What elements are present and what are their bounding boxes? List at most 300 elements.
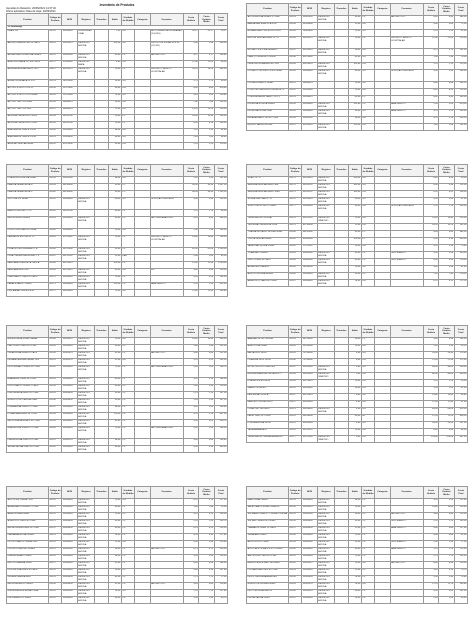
table-cell <box>77 101 95 108</box>
table-cell: REGISTRO ANVISA <box>317 583 335 590</box>
table-cell <box>317 245 335 252</box>
table-cell: 2,90 <box>183 385 198 392</box>
table-cell: UN <box>361 408 374 415</box>
table-cell: 368,00 <box>214 338 227 345</box>
table-cell: UN <box>361 70 374 82</box>
table-cell: 5,25 <box>199 513 214 520</box>
table-cell <box>135 576 150 583</box>
table-cell: 00162 <box>48 210 61 217</box>
table-cell <box>95 236 108 248</box>
table-row <box>7 191 228 198</box>
table-cell: 4,30 <box>183 446 198 453</box>
table-cell: 00186 <box>288 273 301 280</box>
column-header: Categoria <box>375 326 390 338</box>
table-cell: 165,60 <box>214 406 227 413</box>
table-cell: UN <box>361 366 374 373</box>
table-row <box>7 406 228 413</box>
table-cell: 3,60 <box>439 23 454 30</box>
table-cell: ÁLCOOL GEL 70% 1KG <box>7 108 49 115</box>
table-cell <box>95 229 108 236</box>
table-cell: 24,00 <box>348 345 361 352</box>
table-cell: 50,00 <box>108 143 121 150</box>
table-cell: REGISTRO ANVISA <box>77 506 95 513</box>
table-cell: 18,20 <box>183 68 198 80</box>
table-cell <box>375 252 390 259</box>
table-cell: 24,00 <box>348 82 361 89</box>
table-cell: 38,50 <box>199 191 214 198</box>
table-cell: REGISTRO ANVISA <box>77 42 95 54</box>
table-cell: LUVA DE PROCEDIMENTO M <box>7 248 49 255</box>
table-cell <box>95 283 108 290</box>
table-cell <box>135 191 150 198</box>
table-cell: 162,00 <box>454 224 467 231</box>
table-cell: 42,00 <box>108 562 121 569</box>
table-cell: 20,00 <box>348 380 361 387</box>
table-cell: AGULHA DESCARTÁVEL 25X7 <box>7 68 49 80</box>
table-cell: AVENTAL DESCARTÁVEL <box>7 143 49 150</box>
column-header: Custo Total <box>214 487 227 499</box>
table-cell: 00138 <box>48 115 61 122</box>
table-row <box>7 269 228 276</box>
table-cell <box>335 16 348 23</box>
table-cell: 00152 <box>288 89 301 96</box>
table-cell: 1,15 <box>423 63 438 70</box>
table-cell: 4,30 <box>199 446 214 453</box>
table-cell <box>375 345 390 352</box>
table-cell: CX <box>361 576 374 583</box>
table-cell <box>335 373 348 380</box>
table-cell: SUSPENSÃO ORAL <box>77 30 95 42</box>
table-cell: 6,40 <box>439 16 454 23</box>
table-cell <box>150 129 183 136</box>
table-cell: 6,00 <box>348 408 361 415</box>
table-cell: 30049099 <box>62 576 77 583</box>
table-cell: 186,00 <box>214 378 227 385</box>
table-cell: UN <box>361 506 374 513</box>
table-cell <box>150 569 183 576</box>
table-cell: VERAPAMIL 80MG <box>247 534 289 541</box>
table-cell: 30049039 <box>62 366 77 378</box>
table-cell: 11,20 <box>439 415 454 422</box>
table-cell: ÁLCOOL ETÍLICO 70% 500ML <box>7 94 49 101</box>
table-cell: 73,80 <box>454 245 467 252</box>
table-cell <box>390 387 423 394</box>
table-cell: CX <box>361 548 374 555</box>
table-cell <box>135 406 150 413</box>
table-cell: PC <box>121 122 134 129</box>
table-cell: 96190000 <box>62 184 77 191</box>
table-row <box>247 117 468 124</box>
table-cell: 30049099 <box>62 562 77 569</box>
table-cell <box>95 541 108 548</box>
table-cell: CX <box>361 259 374 266</box>
table-cell: 136,80 <box>214 290 227 297</box>
table-cell: REGISTRO ANVISA <box>77 520 95 527</box>
table-cell <box>335 280 348 287</box>
table-cell <box>95 191 108 198</box>
table-cell: REGISTRO ANVISA <box>317 597 335 604</box>
table-cell: 50,00 <box>348 520 361 527</box>
table-cell <box>390 30 423 37</box>
table-cell: 137,80 <box>214 569 227 576</box>
table-cell: HIDROCORTISONA 100MG <box>247 583 289 590</box>
table-cell <box>317 231 335 238</box>
column-header: Código do Produto <box>48 487 61 499</box>
table-cell: 1,25 <box>423 548 438 555</box>
table-cell: REGISTRO ANVISA <box>317 63 335 70</box>
table-cell: SULFATO FERROSO 40MG <box>247 520 289 527</box>
table-cell: BUDESONIDA SPRAY NASAL <box>7 338 49 345</box>
table-cell: 95,00 <box>108 420 121 427</box>
table-cell <box>77 184 95 191</box>
table-cell <box>150 562 183 569</box>
column-header: Procedes <box>335 165 348 177</box>
table-cell: 159,00 <box>214 108 227 115</box>
table-cell <box>150 576 183 583</box>
table-cell: 8,00 <box>348 359 361 366</box>
table-cell <box>335 117 348 124</box>
table-cell: 3,70 <box>199 413 214 420</box>
table-cell: ÁGUA OXIGENADA 10 VOL <box>7 80 49 87</box>
column-header: Código do Produto <box>288 487 301 499</box>
table-cell: 18,00 <box>348 245 361 252</box>
column-header: NCM <box>302 165 317 177</box>
table-cell: 76,00 <box>454 56 467 63</box>
column-header: Custo Unitário Médio <box>199 165 214 177</box>
table-cell: 00199 <box>48 420 61 427</box>
table-cell: CX <box>121 569 134 576</box>
table-cell: 42,00 <box>199 248 214 255</box>
table-cell <box>95 338 108 345</box>
table-cell <box>375 23 390 30</box>
table-cell: 00193 <box>48 378 61 385</box>
table-cell: 00225 <box>48 548 61 555</box>
table-cell: 7,10 <box>183 590 198 597</box>
table-cell: 00150 <box>288 70 301 82</box>
table-cell: 90183929 <box>302 63 317 70</box>
table-cell <box>135 122 150 129</box>
table-cell: REGISTRO ANVISA <box>77 583 95 590</box>
table-cell <box>317 429 335 436</box>
table-cell: CX <box>121 548 134 555</box>
table-cell: CARBAMAZEPINA 200MG <box>7 534 49 541</box>
column-header: Registro <box>77 14 95 26</box>
table-cell <box>335 380 348 387</box>
table-cell: TESOURA CIRÚRGICA 15CM <box>247 224 289 231</box>
table-row <box>7 30 228 42</box>
column-header: Procedes <box>335 4 348 16</box>
table-cell: 75,00 <box>108 366 121 378</box>
table-cell: 2,40 <box>183 42 198 54</box>
table-cell <box>95 210 108 217</box>
table-cell <box>135 597 150 604</box>
table-cell: 200,00 <box>348 177 361 184</box>
table-cell: 365,50 <box>214 446 227 453</box>
table-cell <box>390 217 423 224</box>
table-cell: 3,80 <box>199 269 214 276</box>
table-cell <box>335 198 348 205</box>
table-cell: REGISTRO ANVISA <box>317 534 335 541</box>
table-cell: DEXAMETASONA CREME 10G <box>7 359 49 366</box>
table-cell <box>135 129 150 136</box>
table-cell: 47,50 <box>454 198 467 205</box>
table-cell: 1,35 <box>183 129 198 136</box>
table-cell: 2,95 <box>199 177 214 184</box>
table-cell: REGISTRO ANVISA <box>77 597 95 604</box>
table-cell <box>390 345 423 352</box>
table-cell: 186,90 <box>214 562 227 569</box>
table-cell: CX <box>361 597 374 604</box>
table-cell: SINVASTATINA 20MG 30 COMP <box>7 446 49 453</box>
table-cell: REGISTRO ANVISA <box>77 366 95 378</box>
table-cell <box>335 422 348 429</box>
table-cell: 18,40 <box>183 338 198 345</box>
table-cell: 7,95 <box>423 273 438 280</box>
table-cell: GARROTE LÁTEX <box>247 387 289 394</box>
table-cell <box>150 378 183 385</box>
table-cell <box>375 422 390 429</box>
table-cell: 86,00 <box>423 373 438 380</box>
table-cell: 18,00 <box>108 590 121 597</box>
table-cell: 11,70 <box>439 583 454 590</box>
table-row <box>7 236 228 248</box>
table-cell <box>375 366 390 373</box>
table-cell: 5,17 <box>183 54 198 61</box>
table-cell <box>335 259 348 266</box>
table-cell <box>335 184 348 191</box>
table-cell: 00158 <box>48 177 61 184</box>
table-cell <box>390 23 423 30</box>
table-cell: 220,00 <box>454 37 467 49</box>
table-cell <box>95 68 108 80</box>
table-cell: 2,20 <box>183 143 198 150</box>
table-cell: BROMOPRIDA 10MG 20 COMP <box>7 527 49 534</box>
table-cell: REGISTRO ANVISA <box>77 338 95 345</box>
table-cell: CX <box>121 446 134 453</box>
table-cell: 77,00 <box>454 541 467 548</box>
table-cell: 26,17 <box>183 30 198 42</box>
table-cell: 30049069 <box>302 548 317 555</box>
table-row <box>7 352 228 359</box>
table-cell <box>150 499 183 506</box>
table-cell: CX <box>121 406 134 413</box>
table-row <box>247 177 468 184</box>
table-cell: UN <box>361 191 374 198</box>
table-cell: 00216 <box>288 429 301 436</box>
table-cell: 107,50 <box>214 392 227 399</box>
table-cell: CX <box>121 345 134 352</box>
table-cell: 30049099 <box>62 30 77 42</box>
table-row <box>7 276 228 283</box>
table-cell <box>150 338 183 345</box>
table-cell: 00141 <box>48 136 61 143</box>
table-cell <box>335 70 348 82</box>
column-header: Custo Unitário Médio <box>199 326 214 338</box>
column-header: Custo Unitário <box>423 326 438 338</box>
table-cell: 90189099 <box>302 366 317 373</box>
table-cell: REGISTRO MAPA <box>77 61 95 68</box>
table-cell: 1,85 <box>183 506 198 513</box>
table-cell: ANTIBIÓTICO <box>150 352 183 359</box>
table-cell: TALA ARAMADA M <box>247 429 289 436</box>
column-header: Categoria <box>135 165 150 177</box>
inventory-table <box>246 164 468 287</box>
table-cell: 1,95 <box>183 399 198 406</box>
table-row <box>247 124 468 131</box>
table-row <box>7 54 228 61</box>
table-cell: PROMETAZINA 25MG <box>247 597 289 604</box>
table-cell: 2,80 <box>199 345 214 352</box>
table-cell: 3,65 <box>199 583 214 590</box>
table-cell: 00218 <box>48 499 61 506</box>
column-header: NCM <box>62 487 77 499</box>
table-cell: REGISTRO INMETRO <box>317 436 335 443</box>
table-cell: 00191 <box>48 359 61 366</box>
column-header: Produto <box>7 487 49 499</box>
table-cell: REGISTRO ANVISA <box>77 248 95 255</box>
group-label: 2 Produto/Agr <box>7 26 228 30</box>
table-cell: 100,00 <box>108 42 121 54</box>
table-cell: REGISTRO ANVISA <box>77 555 95 562</box>
table-row <box>247 217 468 224</box>
table-cell: 00179 <box>288 224 301 231</box>
table-cell: 177,80 <box>214 534 227 541</box>
table-cell: FRALDA GERIÁTRICA M <box>7 184 49 191</box>
table-cell: 16,30 <box>199 115 214 122</box>
table-cell: 90183929 <box>302 124 317 131</box>
table-cell: REGISTRO ANVISA <box>77 541 95 548</box>
table-cell <box>150 101 183 108</box>
table-cell: 16,00 <box>348 506 361 513</box>
table-cell: 3,80 <box>183 269 198 276</box>
table-cell <box>335 238 348 245</box>
table-cell: SOLUÇÃO INJETÁVEL <box>390 205 423 217</box>
table-cell <box>135 506 150 513</box>
table-cell: 36,00 <box>108 87 121 94</box>
table-cell: 30049099 <box>302 534 317 541</box>
table-cell: 00192 <box>48 366 61 378</box>
table-cell: 3,25 <box>183 359 198 366</box>
table-cell: 12,90 <box>423 401 438 408</box>
table-cell: 60,00 <box>348 16 361 23</box>
table-cell <box>335 205 348 217</box>
table-cell: UN <box>361 205 374 217</box>
column-header: NCM <box>302 4 317 16</box>
column-header: Formatos <box>390 326 423 338</box>
table-cell <box>135 413 150 420</box>
table-cell: 156,00 <box>454 191 467 198</box>
table-cell: 00124 <box>48 30 61 42</box>
table-cell: 3,35 <box>423 569 438 576</box>
table-cell: 30049099 <box>302 205 317 217</box>
table-cell: 30049099 <box>302 597 317 604</box>
table-cell: 112,50 <box>454 548 467 555</box>
table-cell: 2,70 <box>439 205 454 217</box>
table-cell: PROPRANOLOL 40MG <box>7 597 49 604</box>
table-cell: ANALGÉSICO <box>390 548 423 555</box>
table-cell: UN <box>361 422 374 429</box>
table-cell <box>375 37 390 49</box>
column-header: Categoria <box>375 4 390 16</box>
table-cell: TRAMADOL 50MG 10 CAPS <box>247 527 289 534</box>
table-cell: SUPLEMENTO <box>390 541 423 548</box>
table-cell: 38089419 <box>62 108 77 115</box>
table-cell <box>95 392 108 399</box>
table-header-row <box>247 165 468 177</box>
table-cell: 144,00 <box>454 338 467 345</box>
table-cell: 90,00 <box>108 345 121 352</box>
table-cell: 96190000 <box>62 191 77 198</box>
table-cell <box>335 96 348 103</box>
column-header: Formatos <box>150 165 183 177</box>
table-row <box>7 283 228 290</box>
table-cell: ATADURA DE CREPE 10CM <box>7 129 49 136</box>
table-cell: CX <box>121 427 134 439</box>
table-cell: ANTIBIÓTICO <box>390 16 423 23</box>
table-cell <box>95 378 108 385</box>
table-cell: 00139 <box>48 122 61 129</box>
table-cell: 105,00 <box>454 520 467 527</box>
table-cell <box>135 136 150 143</box>
table-cell: 6,40 <box>439 429 454 436</box>
table-cell: 90183929 <box>302 49 317 56</box>
table-cell: 00169 <box>48 269 61 276</box>
table-cell <box>390 280 423 287</box>
table-cell: 0,52 <box>439 191 454 198</box>
table-cell <box>95 562 108 569</box>
table-cell: 00182 <box>288 245 301 252</box>
table-cell <box>95 534 108 541</box>
table-row <box>7 184 228 191</box>
table-cell: DEXCLORFENIRAMINA 2MG <box>247 576 289 583</box>
table-cell: 30049039 <box>62 217 77 229</box>
table-cell <box>150 94 183 101</box>
table-cell: UN <box>121 30 134 42</box>
table-cell: 89,70 <box>214 597 227 604</box>
table-cell: 28470000 <box>62 80 77 87</box>
table-cell <box>135 68 150 80</box>
table-cell: 4,45 <box>183 562 198 569</box>
table-cell: 0,52 <box>423 191 438 198</box>
table-cell: 39269090 <box>302 89 317 96</box>
table-cell <box>390 359 423 366</box>
table-cell: UN <box>121 338 134 345</box>
table-cell: 30042099 <box>62 54 77 61</box>
table-cell: 150,00 <box>108 283 121 290</box>
table-cell: 90183929 <box>302 177 317 184</box>
column-header: Procedes <box>95 165 108 177</box>
table-cell <box>390 422 423 429</box>
table-cell: 63079010 <box>62 269 77 276</box>
table-cell: 00134 <box>48 87 61 94</box>
table-cell: 364,00 <box>214 68 227 80</box>
column-header: Procedes <box>335 326 348 338</box>
table-cell: REGISTRO ANVISA <box>77 399 95 406</box>
table-cell: 1,85 <box>183 136 198 143</box>
column-header: Custo Unitário <box>183 14 198 26</box>
table-cell: 30043919 <box>302 590 317 597</box>
table-row <box>7 255 228 262</box>
table-cell: 5,25 <box>183 513 198 520</box>
table-cell <box>135 555 150 562</box>
table-row <box>7 590 228 597</box>
table-cell: 90189099 <box>302 422 317 429</box>
table-cell: 00154 <box>288 103 301 110</box>
table-cell <box>95 385 108 392</box>
table-row <box>247 387 468 394</box>
table-cell <box>390 96 423 103</box>
table-cell: 20,00 <box>348 534 361 541</box>
